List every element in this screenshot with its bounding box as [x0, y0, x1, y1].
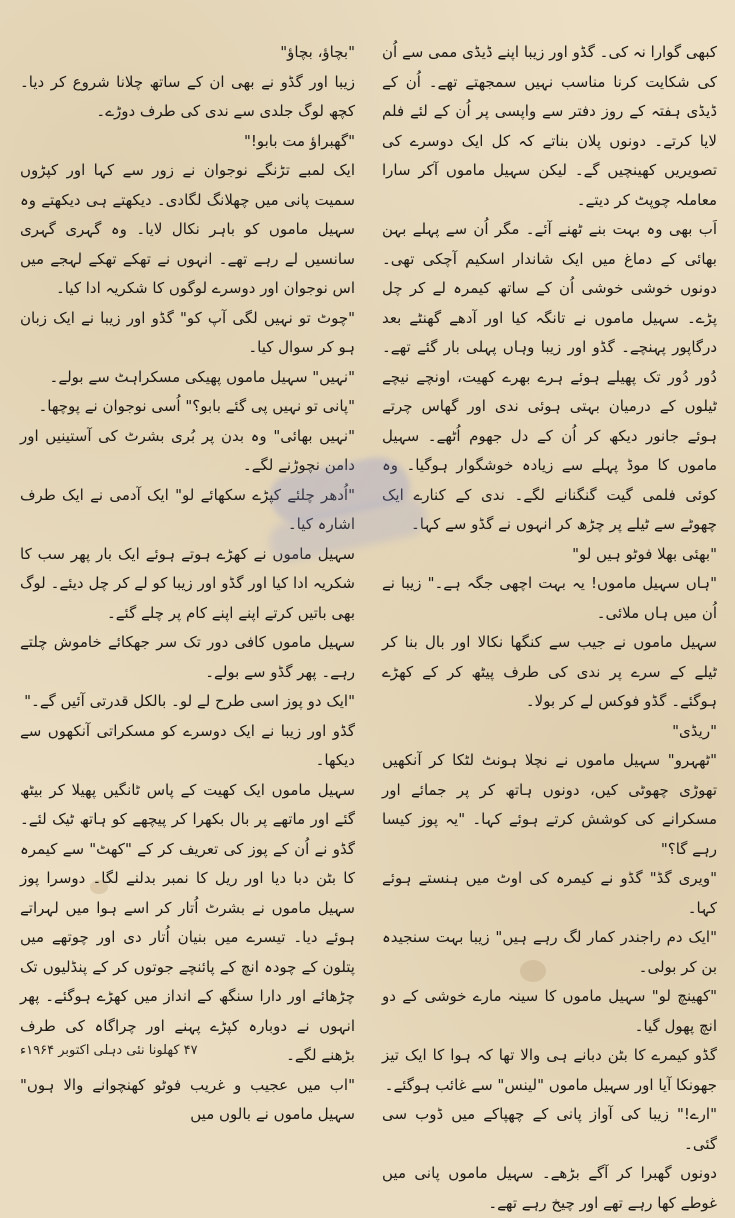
paragraph: "اُدھر چلئے کپڑے سکھائے لو" ایک آدمی نے ایک طرف اشارہ کیا۔ — [20, 485, 355, 533]
paragraph: "کھینچ لو" سہیل ماموں کا سینہ مارے خوشی کے دو انچ پھول گیا۔ — [382, 987, 717, 1035]
paragraph: گڈو کیمرے کا بٹن دبانے ہی والا تھا کہ ہوا کا ایک تیز جھونکا آیا اور سہیل ماموں "لینس" سے غائب ہوگئے۔ — [382, 1046, 717, 1094]
paragraph: "ہاں سہیل ماموں! یہ بہت اچھی جگہ ہے۔" زیبا نے اُن میں ہاں ملائی۔ — [382, 574, 717, 622]
paragraph: "گھبراؤ مت بابو!" — [243, 131, 355, 150]
paragraph: "ویری گڈ" گڈو نے کیمرہ کی اوٹ میں ہنستے ہوئے کہا۔ — [382, 869, 717, 917]
paragraph: "ایک دو پوز اسی طرح لے لو۔ بالکل قدرتی آئیں گے۔" — [24, 692, 355, 710]
paragraph: "پانی تو نہیں پی گئے بابو؟" اُسی نوجوان نے پوچھا۔ — [38, 397, 355, 415]
paragraph: اَب بھی وہ بہت بنے ٹھنے آئے۔ مگر اُن سے پہلے بہن بھائی کے دماغ میں ایک شاندار اسکیم آچکی تھی۔ دونوں خوشی خوشی اُن کے ساتھ کیمرہ لے کر چل پڑے۔ سہیل ماموں نے تانگہ کیا اور آدھے گھنٹے بعد درگاپور پہنچے۔ گڈو اور زیبا وہاں پہلی بار گئے تھے۔ دُور دُور تک پھیلے ہوئے ہرے بھرے کھیت، اونچے نیچے ٹیلوں کے درمیان بہتی ہوئی ندی اور گھاس چرتے ہوئے جانور دیکھ کر اُن کے دل جھوم اُٹھے۔ سہیل ماموں کا موڈ پہلے سے زیادہ خوشگوار ہوگیا۔ وہ کوئی فلمی گیت گنگنانے لگے۔ ندی کے کنارے ایک چھوٹے سے ٹیلے پر چڑھ کر انہوں نے گڈو سے کہا۔ — [382, 220, 717, 533]
paragraph: "نہیں" سہیل ماموں پھیکی مسکراہٹ سے بولے۔ — [49, 367, 355, 386]
paragraph: "ٹھہرو" سہیل ماموں نے نچلا ہونٹ لٹکا کر آنکھیں تھوڑی چھوٹی کیں، دونوں ہاتھ کر پر جمائے اور مسکرانے کی کوشش کرتے ہوئے کہا۔ "یہ پوز کیسا رہے گا؟" — [382, 751, 717, 858]
paragraph: "چوٹ تو نہیں لگی آپ کو" گڈو اور زیبا نے ایک زبان ہو کر سوال کیا۔ — [20, 308, 355, 356]
paragraph: "ریڈی" — [672, 721, 717, 740]
paragraph: کبھی گوارا نہ کی۔ گڈو اور زیبا اپنے ڈیڈی ممی سے اُن کی شکایت کرنا مناسب نہیں سمجھتے تھے۔ اُن کے ڈیڈی ہفتہ کے روز دفتر سے واپسی پر اُن کے لئے فلم لایا کرتے۔ دونوں پلان بناتے کہ کل ایک دوسرے کی تصویریں کھینچیں گے۔ لیکن سہیل ماموں آکر سارا معاملہ چوپٹ کر دیتے۔ — [382, 43, 717, 209]
paragraph: "بچاؤ، بچاؤ" — [280, 43, 355, 61]
paragraph: سہیل ماموں نے کھڑے ہوتے ہوئے ایک بار پھر سب کا شکریہ ادا کیا اور گڈو اور زیبا کو لے کر چل دیئے۔ لوگ بھی باتیں کرتے اپنے اپنے کام پر چلے گئے۔ — [20, 544, 355, 622]
paragraph: "ارے!" زیبا کی آواز پانی کے چھپاکے میں ڈوب سی گئی۔ — [382, 1105, 717, 1153]
paragraph: سہیل ماموں کافی دور تک سر جھکائے خاموش چلتے رہے۔ پھر گڈو سے بولے۔ — [20, 633, 355, 681]
page-footer: ۴۷ کھلونا نئی دہلی اکتوبر ۱۹۶۴ء — [20, 1043, 198, 1058]
paragraph: "نہیں بھائی" وہ بدن پر بُری بشرٹ کی آستینیں اور دامن نچوڑنے لگے۔ — [20, 426, 355, 474]
paragraph: سہیل ماموں ایک کھیت کے پاس ٹانگیں پھیلا کر بیٹھ گئے اور ماتھے پر بال بکھرا کر پیچھے کو ہاتھ ٹیک لئے۔ گڈو نے اُن کے پوز کی تعریف کر کے "کھٹ" سے کیمرہ کا بٹن دبا دیا اور ریل کا نمبر بدلنے لگا۔ دوسرا پوز سہیل ماموں نے بشرٹ اُتار کر اسے ہوا میں لہراتے ہوئے دیا۔ تیسرے میں بنیان اُتار دی اور چوتھے میں پتلون کے چودہ انچ کے پائنچے جوتوں کر کے پنڈلیوں تک چڑھائے اور دارا سنگھ کے انداز میں کھڑے ہوگئے۔ پھر انہوں نے دوبارہ کپڑے پہنے اور چراگاہ کی طرف بڑھنے لگے۔ — [20, 780, 355, 1064]
paragraph: سہیل ماموں نے جیب سے کنگھا نکالا اور بال بنا کر ٹیلے کے سرے پر ندی کی طرف پیٹھ کر کے کھڑے ہوگئے۔ گڈو فوکس لے کر بولا۔ — [382, 633, 717, 710]
paragraph: "اب میں عجیب و غریب فوٹو کھنچوانے والا ہوں" سہیل ماموں نے بالوں میں — [20, 1075, 355, 1123]
paragraph: گڈو اور زیبا نے ایک دوسرے کو مسکراتی آنکھوں سے دیکھا۔ — [20, 721, 355, 769]
paragraph: "ایک دم راجندر کمار لگ رہے ہیں" زیبا بہت سنجیدہ بن کر بولی۔ — [382, 928, 717, 976]
paragraph: "بھئی بھلا فوٹو ہیں لو" — [572, 544, 717, 563]
paragraph: زیبا اور گڈو نے بھی ان کے ساتھ چلانا شروع کر دیا۔ کچھ لوگ جلدی سے ندی کی طرف دوڑے۔ — [20, 72, 355, 120]
paragraph: دونوں گھبرا کر آگے بڑھے۔ سہیل ماموں پانی میں غوطے کھا رہے تھے اور چیخ رہے تھے۔ — [382, 1164, 717, 1212]
paragraph: ایک لمبے تڑنگے نوجوان نے زور سے کہا اور کپڑوں سمیت پانی میں چھلانگ لگادی۔ دیکھتے ہی دیکھتے وہ سہیل ماموں کو باہر نکال لایا۔ وہ گہری گہری سانسیں لے رہے تھے۔ انہوں نے تھکے تھکے لہجے میں اس نوجوان اور دوسرے لوگوں کا شکریہ ادا کیا۔ — [20, 161, 355, 297]
